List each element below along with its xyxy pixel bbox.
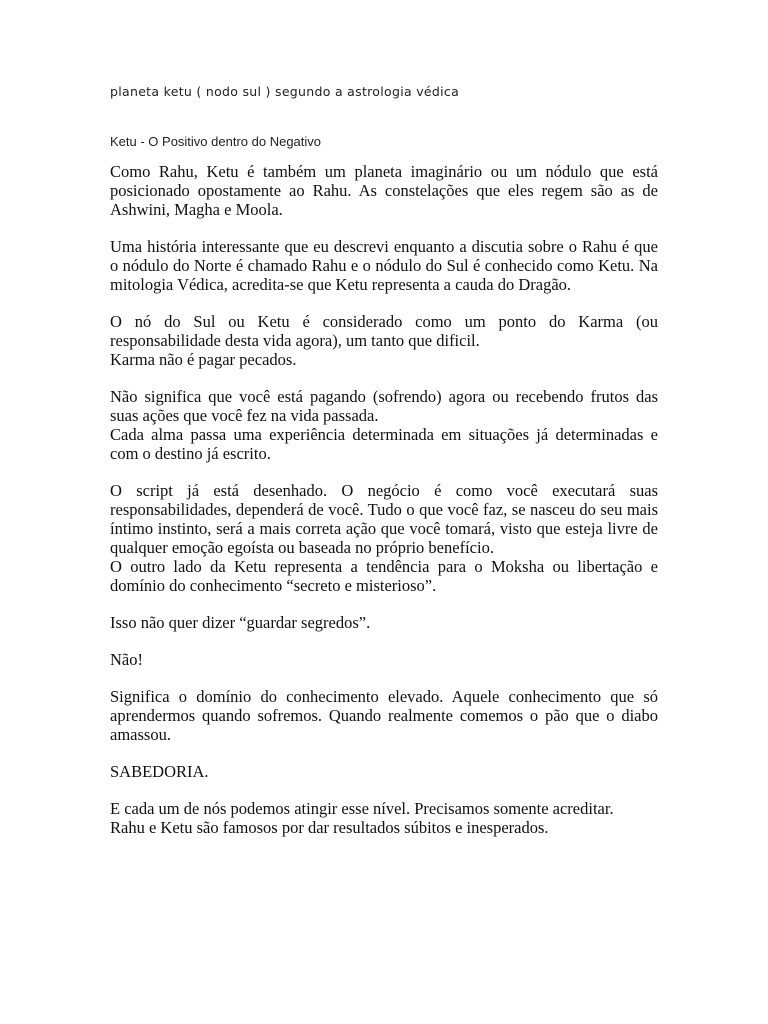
paragraph-9 <box>110 762 658 781</box>
paragraph-7 <box>110 650 658 669</box>
paragraph-line: O script já está desenhado. O negócio é como você executará suas responsabilidades, dependerá de você. Tudo o que você faz, se nasceu do seu mais íntimo instinto, será a mais correta ação que você tomará, visto que esteja livre de qualquer emoção egoísta ou baseada no próprio benefício. <box>110 481 658 557</box>
paragraph-line: Como Rahu, Ketu é também um planeta imaginário ou um nódulo que está posicionado opostamente ao Rahu. As constelações que eles regem são as de Ashwini, Magha e Moola. <box>110 162 658 219</box>
paragraph-4 <box>110 387 658 463</box>
paragraph-line: SABEDORIA. <box>110 762 209 781</box>
paragraph-line: O nó do Sul ou Ketu é considerado como um ponto do Karma (ou responsabilidade desta vida agora), um tanto que dificil. <box>110 312 658 350</box>
paragraph-line: Não! <box>110 650 143 669</box>
document-body <box>110 162 658 855</box>
paragraph-line: Isso não quer dizer “guardar segredos”. <box>110 613 371 632</box>
paragraph-line: Rahu e Ketu são famosos por dar resultados súbitos e inesperados. <box>110 818 549 837</box>
paragraph-8 <box>110 687 658 744</box>
document-subtitle: Ketu - O Positivo dentro do Negativo <box>110 134 322 149</box>
paragraph-line: Significa o domínio do conhecimento elevado. Aquele conhecimento que só aprendermos quando sofremos. Quando realmente comemos o pão que o diabo amassou. <box>110 687 658 744</box>
paragraph-6 <box>110 613 658 632</box>
paragraph-5 <box>110 481 658 595</box>
paragraph-line: Uma história interessante que eu descrevi enquanto a discutia sobre o Rahu é que o nódulo do Norte é chamado Rahu e o nódulo do Sul é conhecido como Ketu. Na mitologia Védica, acredita-se que Ketu representa a cauda do Dragão. <box>110 237 658 294</box>
document-header: planeta ketu ( nodo sul ) segundo a astrologia védica <box>110 84 460 99</box>
paragraph-3 <box>110 312 658 369</box>
paragraph-line: O outro lado da Ketu representa a tendência para o Moksha ou libertação e domínio do conhecimento “secreto e misterioso”. <box>110 557 658 595</box>
paragraph-line: Cada alma passa uma experiência determinada em situações já determinadas e com o destino já escrito. <box>110 425 658 463</box>
paragraph-line: Karma não é pagar pecados. <box>110 350 297 369</box>
paragraph-line: Não significa que você está pagando (sofrendo) agora ou recebendo frutos das suas ações que você fez na vida passada. <box>110 387 658 425</box>
paragraph-10 <box>110 799 658 837</box>
paragraph-2 <box>110 237 658 294</box>
paragraph-1 <box>110 162 658 219</box>
paragraph-line: E cada um de nós podemos atingir esse nível. Precisamos somente acreditar. <box>110 799 614 818</box>
